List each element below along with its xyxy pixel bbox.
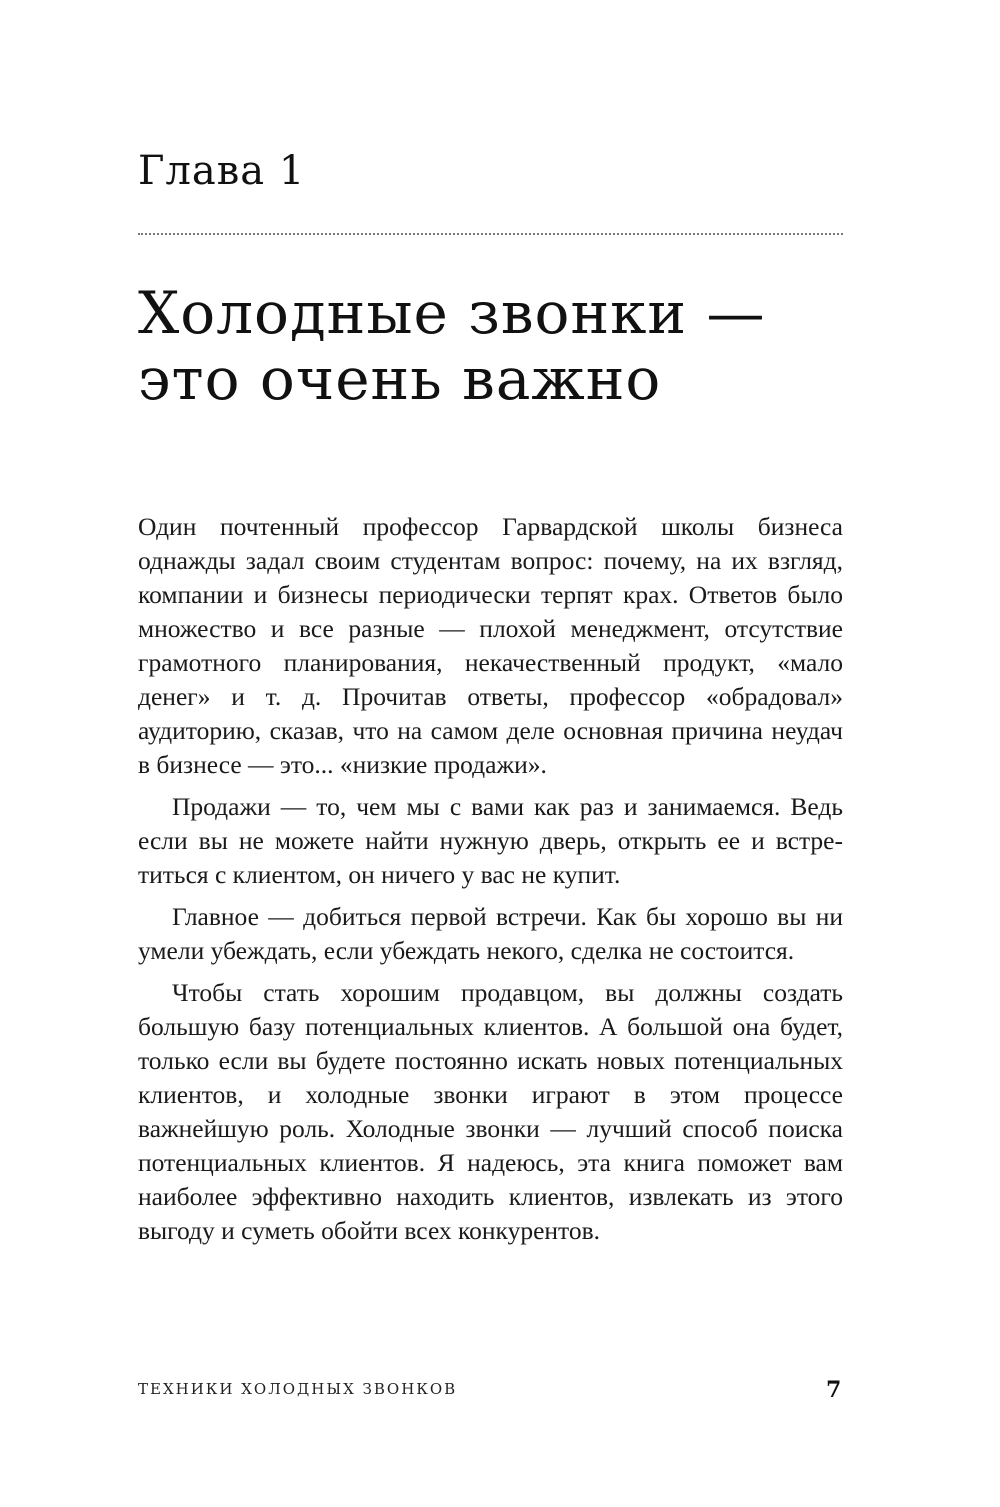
paragraph: Чтобы стать хорошим продавцом, вы должны создать большую базу потенциальных клиентов. А большой она будет, только если вы будете постоянно искать новых потенциальных клиентов, и холодные звонки играют в этом процессе важнейшую роль. Холодные звонки — лучший способ поиска потенциальных клиентов. Я надеюсь, эта книга поможет вам наиболее эффективно находить клиентов, извлекать из этого выгоду и суметь обойти всех конкурентов.	[138, 978, 843, 1245]
paragraph: Один почтенный профессор Гарвардской школы бизнеса однажды задал своим студентам вопрос: почему, на их взгляд, компании и бизнесы периодически терпят крах. Ответов было множество и все разные — плохой менеджмент, отсутствие грамотного планирования, некачественный продукт, «мало денег» и т. д. Прочитав ответы, профессор «обрадовал» аудиторию, сказав, что на самом деле основная причина неудач в бизнесе — это... «низкие продажи».	[138, 512, 843, 779]
paragraph: Главное — добиться первой встречи. Как бы хорошо вы ни умели убеждать, если убеждать некого, сделка не состоится.	[138, 902, 843, 965]
body-text	[138, 510, 843, 1256]
chapter-title	[138, 280, 858, 412]
chapter-title-line: это очень важно	[138, 345, 662, 413]
chapter-label: Глава 1	[138, 148, 306, 194]
paragraph: Продажи — то, чем мы с вами как раз и занимаемся. Ведь если вы не можете найти нужную дверь, открыть ее и встретиться с клиентом, он ничего у вас не купит.	[138, 792, 843, 889]
dotted-divider	[138, 233, 843, 235]
running-footer-title: ТЕХНИКИ ХОЛОДНЫХ ЗВОНКОВ	[138, 1380, 458, 1398]
chapter-title-line: Холодные звонки —	[138, 279, 766, 347]
page-number: 7	[826, 1377, 842, 1403]
